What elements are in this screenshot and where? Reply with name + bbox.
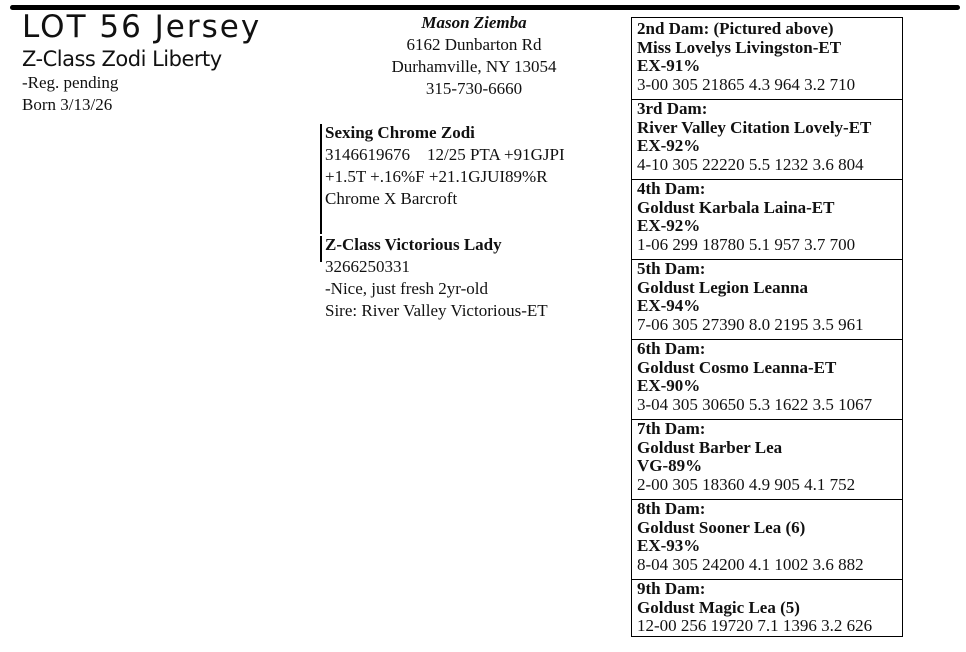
dam-label: 2nd Dam: (Pictured above) xyxy=(637,19,834,38)
dam-label: 9th Dam: xyxy=(637,579,706,598)
dam-entry-name: Goldust Magic Lea (5) xyxy=(637,597,800,617)
dam-record: 2-00 305 18360 4.9 905 4.1 752 xyxy=(637,474,856,494)
dam-score: EX-93% xyxy=(637,536,701,555)
pedigree-block xyxy=(320,122,565,322)
dam-entry-name: Goldust Cosmo Leanna-ET xyxy=(637,357,837,377)
dam-entry xyxy=(632,99,902,179)
sire-bracket xyxy=(320,124,322,234)
dam-block xyxy=(320,234,565,322)
dam-entry-name: Goldust Karbala Laina-ET xyxy=(637,197,835,217)
dam-reg: 3266250331 xyxy=(325,257,410,276)
animal-name: Z-Class Zodi Liberty xyxy=(22,47,222,71)
birth-date: Born 3/13/26 xyxy=(22,95,113,114)
dam-label: 7th Dam: xyxy=(637,419,706,438)
dam-entry-name: Goldust Barber Lea xyxy=(637,437,783,457)
dam-note: -Nice, just fresh 2yr-old xyxy=(325,279,489,298)
lot-title: LOT 56 Jersey xyxy=(22,9,262,45)
dam-score: EX-92% xyxy=(637,136,701,155)
registration-status: -Reg. pending xyxy=(22,73,119,92)
sire-name: Sexing Chrome Zodi xyxy=(325,123,475,142)
dam-label: 4th Dam: xyxy=(637,179,706,198)
dam-name: Z-Class Victorious Lady xyxy=(325,235,502,254)
dam-entry xyxy=(632,419,902,499)
dam-label: 3rd Dam: xyxy=(637,99,708,118)
dam-record: 1-06 299 18780 5.1 957 3.7 700 xyxy=(637,234,856,254)
dam-sire: Sire: River Valley Victorious-ET xyxy=(325,301,548,320)
dam-record: 3-00 305 21865 4.3 964 3.2 710 xyxy=(637,74,856,94)
dam-entry-name: Miss Lovelys Livingston-ET xyxy=(637,37,842,57)
consignor-block xyxy=(374,12,574,100)
consignor-address: 6162 Dunbarton Rd xyxy=(406,35,542,54)
dam-entry xyxy=(632,339,902,419)
dam-entry xyxy=(632,579,902,635)
dam-score: EX-90% xyxy=(637,376,701,395)
dam-record: 8-04 305 24200 4.1 1002 3.6 882 xyxy=(637,554,864,574)
dam-record: 3-04 305 30650 5.3 1622 3.5 1067 xyxy=(637,394,873,414)
consignor-name: Mason Ziemba xyxy=(421,13,527,32)
dam-label: 6th Dam: xyxy=(637,339,706,358)
dam-entry xyxy=(632,499,902,579)
dam-label: 5th Dam: xyxy=(637,259,706,278)
dam-entry-name: Goldust Sooner Lea (6) xyxy=(637,517,806,537)
dam-lineage-box xyxy=(631,17,903,637)
consignor-phone: 315-730-6660 xyxy=(425,79,523,98)
dam-score: EX-92% xyxy=(637,216,701,235)
dam-entry xyxy=(632,179,902,259)
dam-record: 7-06 305 27390 8.0 2195 3.5 961 xyxy=(637,314,864,334)
dam-entry xyxy=(632,259,902,339)
consignor-city: Durhamville, NY 13054 xyxy=(391,57,557,76)
dam-entry xyxy=(632,20,902,100)
sire-proof: +1.5T +.16%F +21.1GJUI89%R xyxy=(325,167,548,186)
sire-pedigree: Chrome X Barcroft xyxy=(325,189,458,208)
dam-entry-name: Goldust Legion Leanna xyxy=(637,277,808,297)
dam-label: 8th Dam: xyxy=(637,499,706,518)
sire-reg-pta: 3146619676 12/25 PTA +91GJPI xyxy=(325,145,565,164)
dam-bracket xyxy=(320,236,322,262)
dam-score: EX-91% xyxy=(637,56,701,75)
dam-score: VG-89% xyxy=(637,456,703,475)
dam-entry-name: River Valley Citation Lovely-ET xyxy=(637,117,872,137)
dam-record: 4-10 305 22220 5.5 1232 3.6 804 xyxy=(637,154,864,174)
dam-record: 12-00 256 19720 7.1 1396 3.2 626 xyxy=(637,616,873,635)
sire-block xyxy=(320,122,565,234)
dam-score: EX-94% xyxy=(637,296,701,315)
